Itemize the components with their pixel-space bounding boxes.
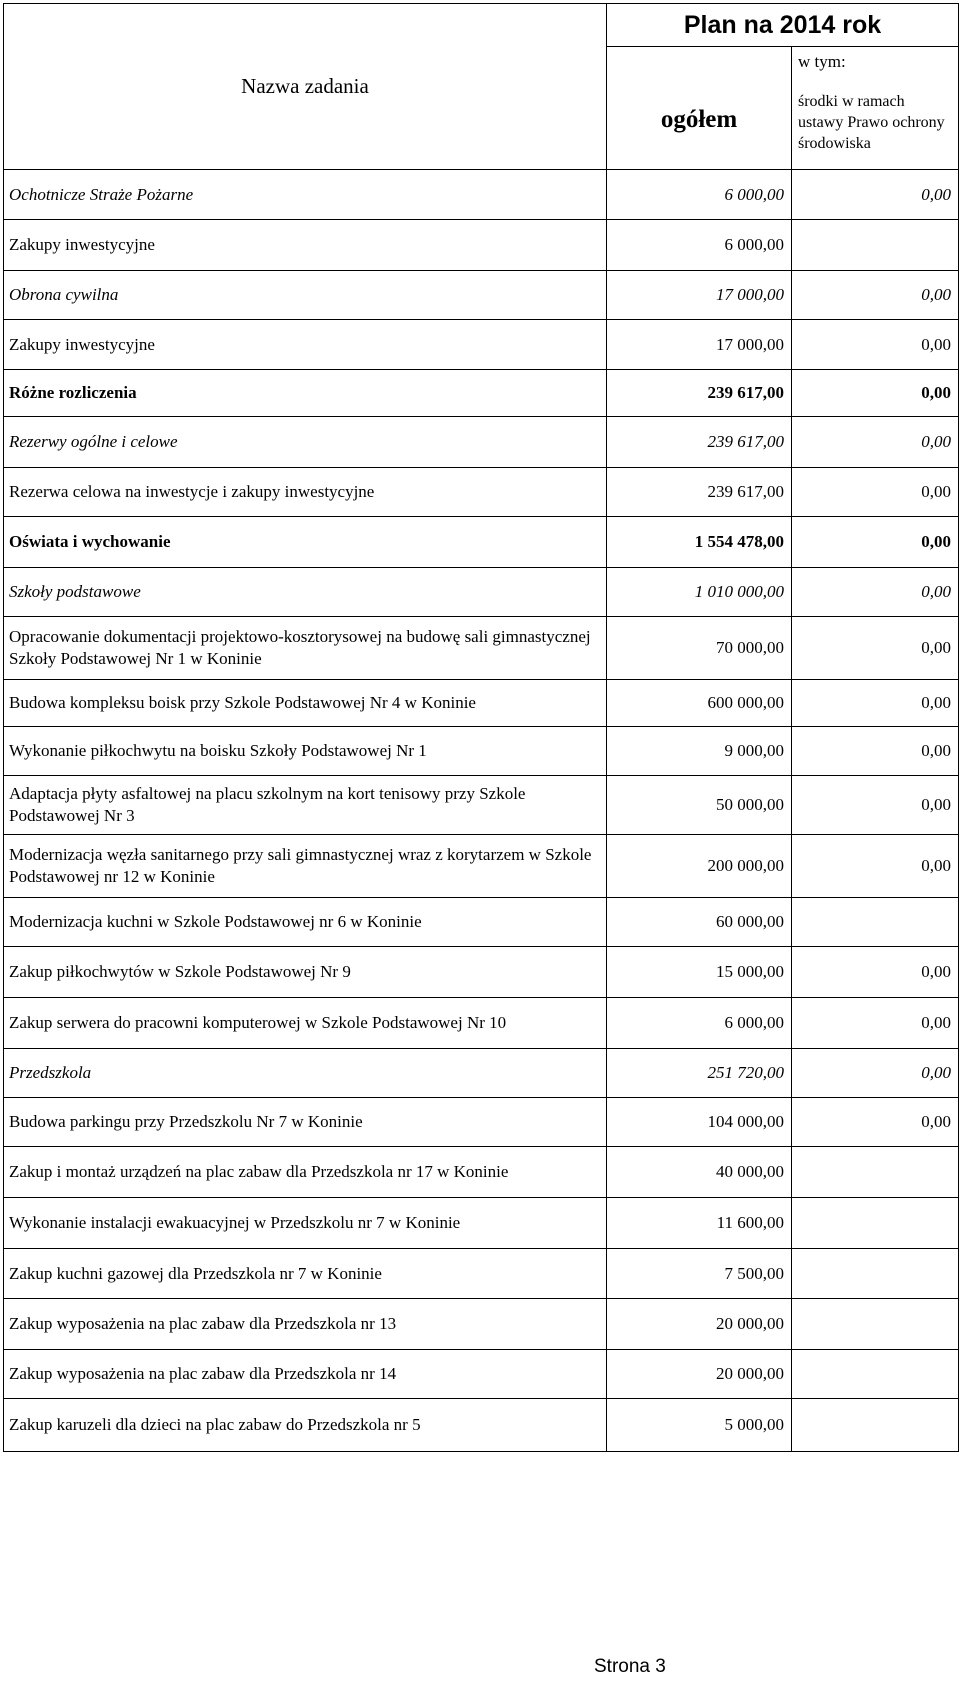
row-task-name: Oświata i wychowanie [4,517,607,568]
header-task-name: Nazwa zadania [4,4,607,170]
row-env-funds: 0,00 [792,320,959,370]
row-task-name: Zakup kuchni gazowej dla Przedszkola nr 7 w Koninie [4,1249,607,1299]
page-number: Strona 3 [594,1656,666,1677]
row-task-name: Różne rozliczenia [4,370,607,417]
table-row [4,220,959,271]
row-task-name: Zakup karuzeli dla dzieci na plac zabaw do Przedszkola nr 5 [4,1399,607,1452]
row-total: 251 720,00 [607,1049,792,1098]
row-total: 1 554 478,00 [607,517,792,568]
row-task-name: Zakup serwera do pracowni komputerowej w Szkole Podstawowej Nr 10 [4,998,607,1049]
table-row [4,1249,959,1299]
row-total: 17 000,00 [607,320,792,370]
header-plan-title: Plan na 2014 rok [607,4,959,47]
row-env-funds: 0,00 [792,417,959,468]
row-total: 6 000,00 [607,998,792,1049]
row-task-name: Zakup piłkochwytów w Szkole Podstawowej Nr 9 [4,947,607,998]
row-env-funds: 0,00 [792,517,959,568]
row-total: 6 000,00 [607,220,792,271]
table-row [4,271,959,320]
row-env-funds: 0,00 [792,776,959,835]
table-row [4,1147,959,1198]
table-row [4,727,959,776]
row-task-name: Zakup i montaż urządzeń na plac zabaw dla Przedszkola nr 17 w Koninie [4,1147,607,1198]
table-row [4,1299,959,1350]
row-env-funds [792,1350,959,1399]
row-total: 239 617,00 [607,468,792,517]
row-env-funds [792,1299,959,1350]
row-task-name: Rezerwy ogólne i celowe [4,417,607,468]
table-row [4,617,959,680]
row-env-funds [792,1249,959,1299]
row-env-funds: 0,00 [792,998,959,1049]
row-task-name: Szkoły podstawowe [4,568,607,617]
table-row [4,898,959,947]
row-total: 104 000,00 [607,1098,792,1147]
table-row [4,170,959,220]
header-total: ogółem [607,47,792,170]
row-task-name: Wykonanie piłkochwytu na boisku Szkoły Podstawowej Nr 1 [4,727,607,776]
row-env-funds: 0,00 [792,617,959,680]
row-total: 40 000,00 [607,1147,792,1198]
row-task-name: Budowa parkingu przy Przedszkolu Nr 7 w Koninie [4,1098,607,1147]
table-row [4,680,959,727]
row-total: 5 000,00 [607,1399,792,1452]
table-row [4,1350,959,1399]
table-row [4,776,959,835]
header-in-which: w tym: [792,47,959,77]
budget-plan-table [3,3,959,1452]
row-env-funds [792,1147,959,1198]
row-total: 1 010 000,00 [607,568,792,617]
table-row [4,517,959,568]
row-env-funds: 0,00 [792,1098,959,1147]
row-env-funds: 0,00 [792,680,959,727]
row-env-funds [792,220,959,271]
row-env-funds: 0,00 [792,727,959,776]
table-row [4,1049,959,1098]
row-task-name: Adaptacja płyty asfaltowej na placu szkolnym na kort tenisowy przy Szkole Podstawowej Nr 3 [4,776,607,835]
table-row [4,998,959,1049]
row-env-funds [792,1198,959,1249]
row-env-funds: 0,00 [792,835,959,898]
row-task-name: Zakup wyposażenia na plac zabaw dla Przedszkola nr 13 [4,1299,607,1350]
row-total: 15 000,00 [607,947,792,998]
row-task-name: Wykonanie instalacji ewakuacyjnej w Przedszkolu nr 7 w Koninie [4,1198,607,1249]
table-row [4,1098,959,1147]
row-env-funds: 0,00 [792,947,959,998]
row-total: 20 000,00 [607,1350,792,1399]
row-env-funds: 0,00 [792,370,959,417]
table-row [4,320,959,370]
row-task-name: Zakup wyposażenia na plac zabaw dla Przedszkola nr 14 [4,1350,607,1399]
row-task-name: Ochotnicze Straże Pożarne [4,170,607,220]
row-total: 50 000,00 [607,776,792,835]
row-total: 17 000,00 [607,271,792,320]
row-task-name: Modernizacja węzła sanitarnego przy sali gimnastycznej wraz z korytarzem w Szkole Podstawowej nr 12 w Koninie [4,835,607,898]
table-row [4,1399,959,1452]
row-total: 20 000,00 [607,1299,792,1350]
row-total: 9 000,00 [607,727,792,776]
table-row [4,947,959,998]
row-task-name: Przedszkola [4,1049,607,1098]
row-total: 60 000,00 [607,898,792,947]
table-row [4,1198,959,1249]
row-env-funds: 0,00 [792,1049,959,1098]
header-env-funds: środki w ramach ustawy Prawo ochrony środowiska [792,77,959,170]
row-total: 11 600,00 [607,1198,792,1249]
row-task-name: Zakupy inwestycyjne [4,220,607,271]
row-env-funds: 0,00 [792,468,959,517]
row-env-funds [792,898,959,947]
row-env-funds [792,1399,959,1452]
row-total: 6 000,00 [607,170,792,220]
row-task-name: Budowa kompleksu boisk przy Szkole Podstawowej Nr 4 w Koninie [4,680,607,727]
row-task-name: Obrona cywilna [4,271,607,320]
table-row [4,468,959,517]
row-total: 239 617,00 [607,417,792,468]
row-env-funds: 0,00 [792,170,959,220]
row-total: 600 000,00 [607,680,792,727]
table-row [4,370,959,417]
row-total: 239 617,00 [607,370,792,417]
table-header [4,4,959,170]
row-task-name: Zakupy inwestycyjne [4,320,607,370]
row-total: 70 000,00 [607,617,792,680]
row-env-funds: 0,00 [792,271,959,320]
row-task-name: Modernizacja kuchni w Szkole Podstawowej nr 6 w Koninie [4,898,607,947]
table-row [4,568,959,617]
row-total: 7 500,00 [607,1249,792,1299]
table-body [4,170,959,1452]
row-total: 200 000,00 [607,835,792,898]
table-row [4,835,959,898]
row-task-name: Opracowanie dokumentacji projektowo-kosztorysowej na budowę sali gimnastycznej Szkoły Podstawowej Nr 1 w Koninie [4,617,607,680]
row-env-funds: 0,00 [792,568,959,617]
row-task-name: Rezerwa celowa na inwestycje i zakupy inwestycyjne [4,468,607,517]
table-row [4,417,959,468]
